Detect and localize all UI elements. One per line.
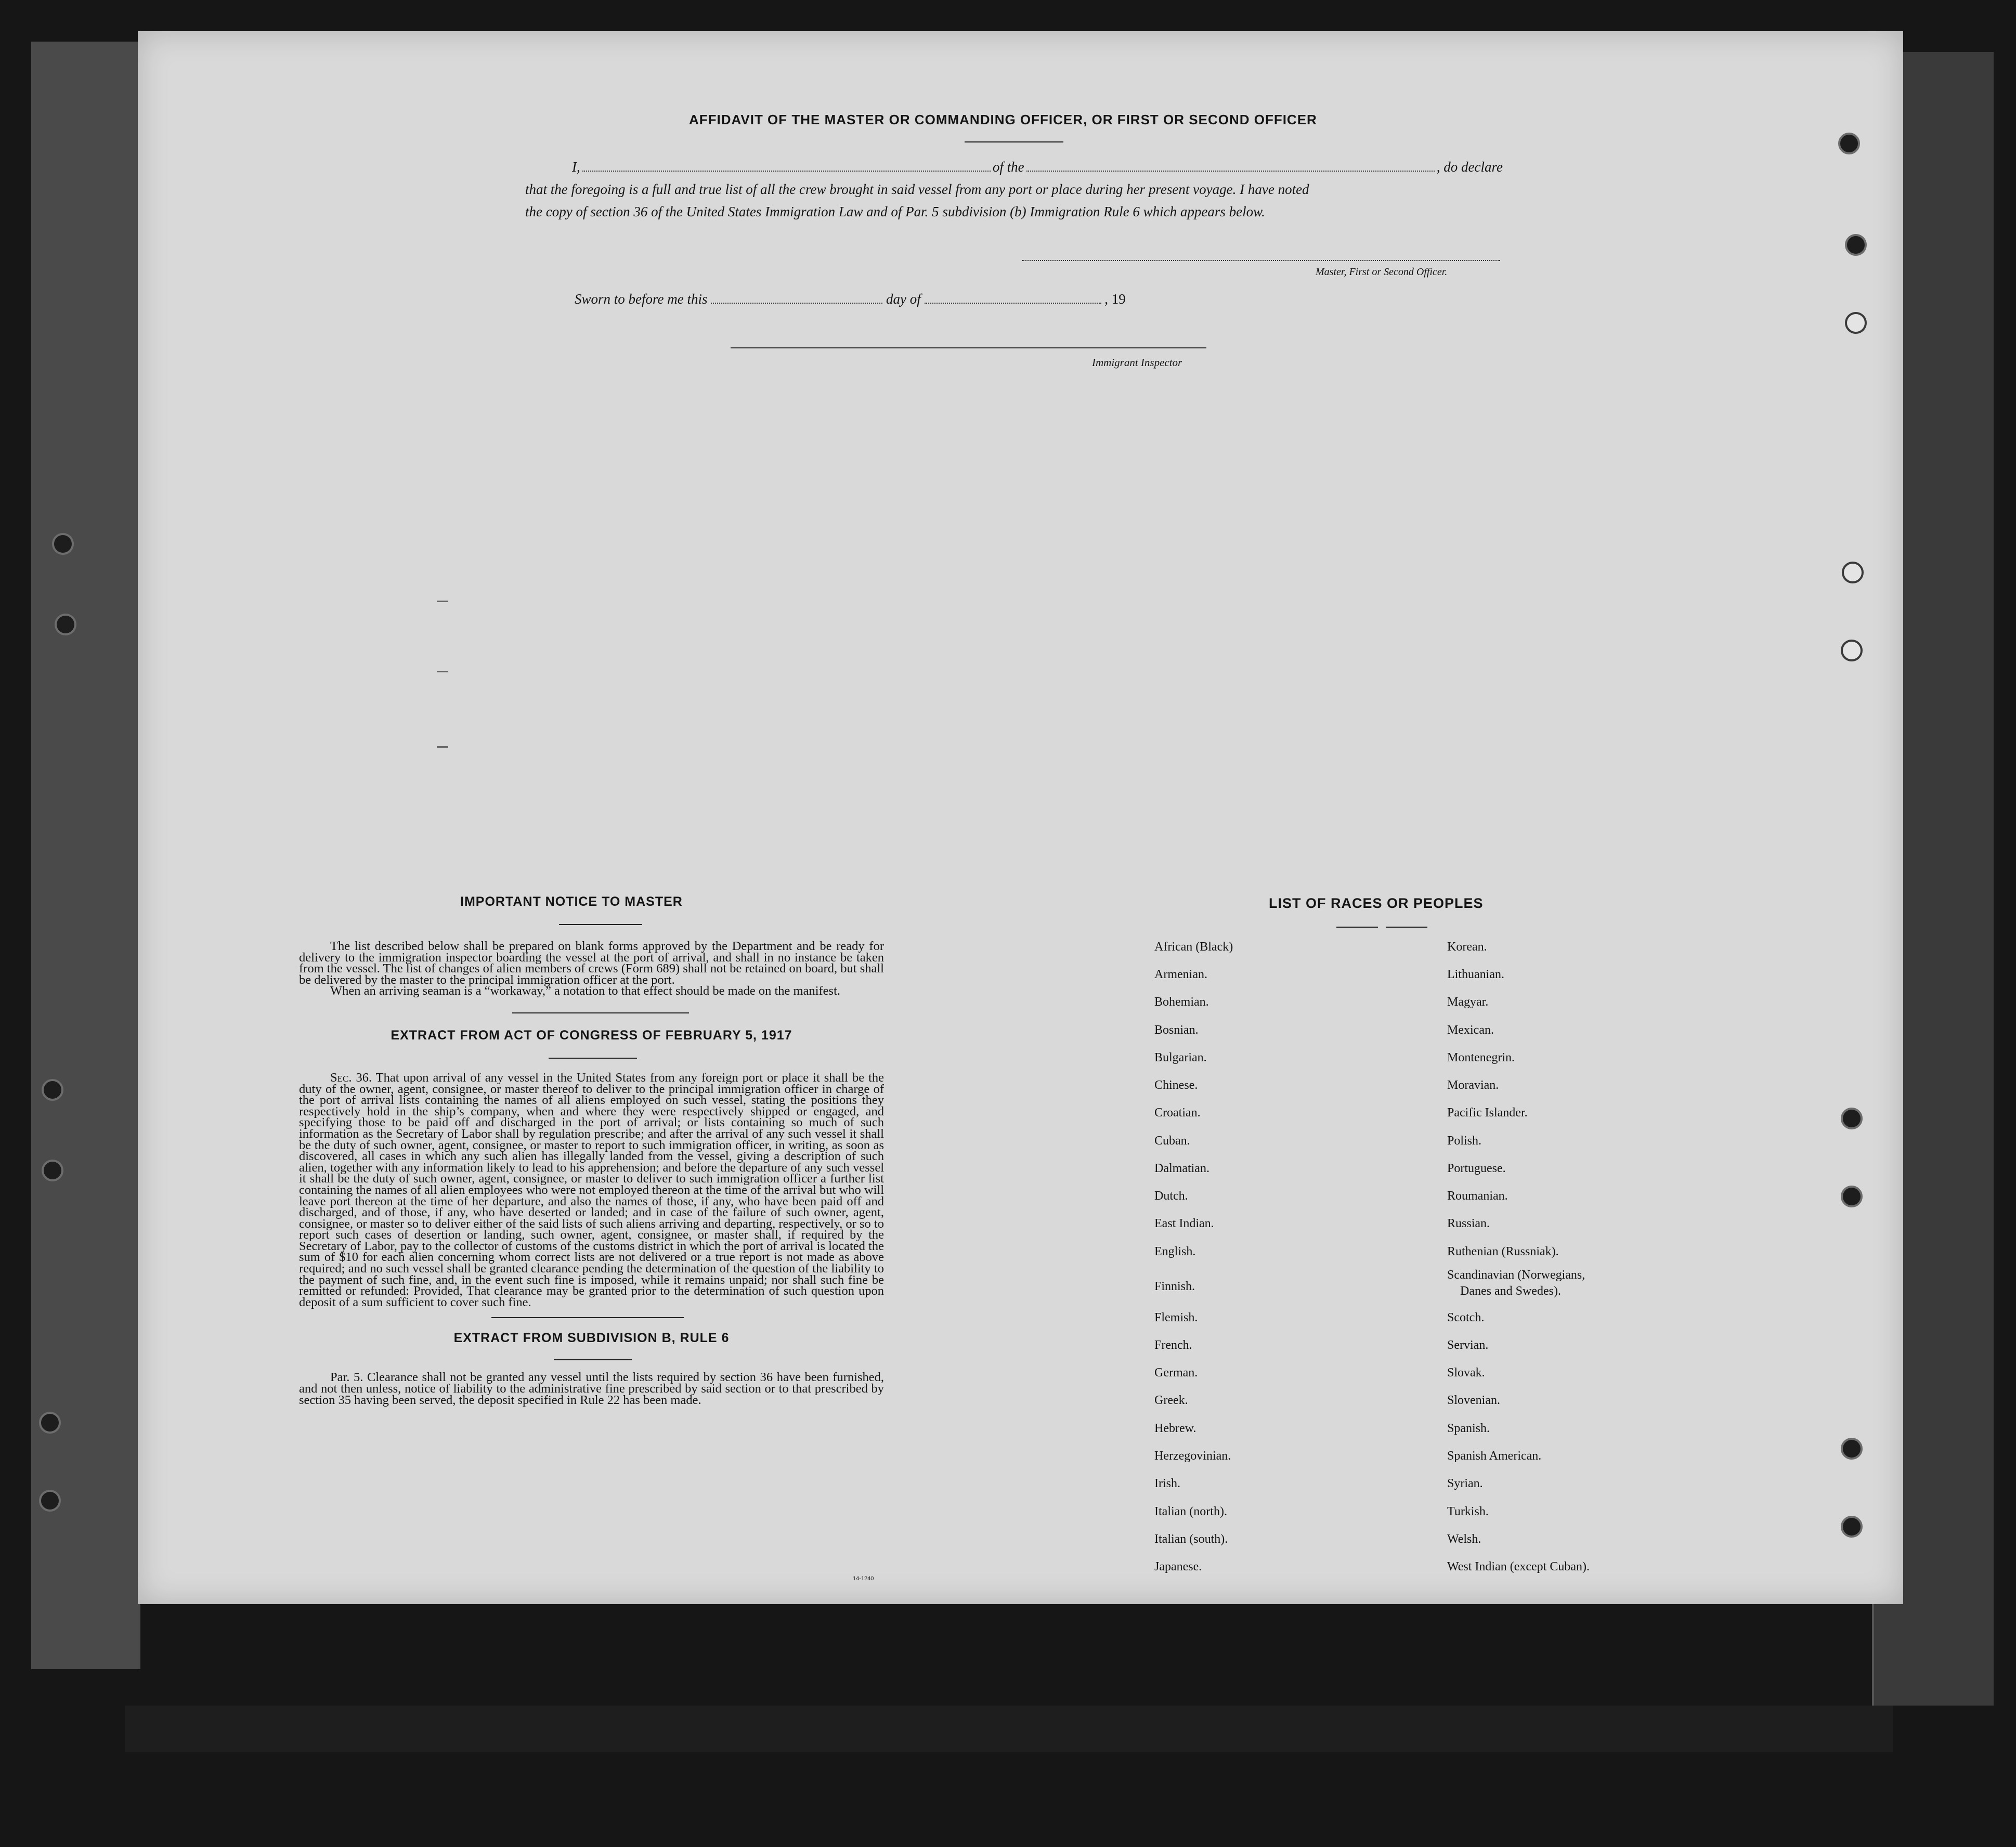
master-signature-field[interactable] (1022, 260, 1500, 261)
sworn-day-of: day of (886, 291, 921, 307)
affidavit-i: I, (572, 159, 580, 175)
race-item: Cuban. (1154, 1134, 1190, 1148)
notice-column (299, 894, 884, 1406)
race-item: Russian. (1447, 1217, 1490, 1230)
race-item: Italian (south). (1154, 1532, 1228, 1546)
binder-hole (39, 1490, 61, 1512)
act-body (299, 1072, 884, 1308)
race-item: Montenegrin. (1447, 1051, 1515, 1064)
divider (512, 1012, 689, 1013)
race-item: Dutch. (1154, 1189, 1188, 1203)
binder-hole (1842, 562, 1864, 583)
race-item: Irish. (1154, 1477, 1180, 1490)
race-item: Chinese. (1154, 1078, 1198, 1092)
sworn-text: Sworn to before me this (575, 291, 708, 307)
race-item: Croatian. (1154, 1106, 1201, 1120)
race-item: Welsh. (1447, 1532, 1481, 1546)
master-signature-label: Master, First or Second Officer. (1316, 266, 1448, 278)
race-item: Pacific Islander. (1447, 1106, 1528, 1120)
races-title: LIST OF RACES OR PEOPLES (1269, 895, 1484, 911)
margin-dash (437, 746, 448, 748)
race-item: Lithuanian. (1447, 968, 1504, 981)
binder-hole (1841, 1516, 1863, 1538)
inspector-label: Immigrant Inspector (1092, 356, 1182, 369)
binder-hole (1841, 1108, 1863, 1129)
race-item: Armenian. (1154, 968, 1207, 981)
race-item: German. (1154, 1366, 1198, 1380)
race-item: French. (1154, 1338, 1192, 1352)
sworn-month-field[interactable] (925, 303, 1101, 304)
rule-body: Par. 5. Clearance shall not be granted any vessel until the lists required by section 36 have been furnished, and not then unless, notice of liability to the administrative fine prescribed by said section or to that prescribed by section 35 having been served, the deposit specified in Rule 22 has been made. (299, 1370, 884, 1407)
divider (559, 924, 642, 925)
race-item: Magyar. (1447, 995, 1489, 1009)
race-item: Spanish. (1447, 1422, 1490, 1435)
margin-dash (437, 601, 448, 602)
sworn-line (575, 291, 1126, 307)
race-item: Spanish American. (1447, 1449, 1542, 1463)
race-item: Polish. (1447, 1134, 1482, 1148)
binder-hole (1841, 640, 1863, 661)
sworn-year: , 19 (1104, 291, 1126, 307)
race-item: Turkish. (1447, 1505, 1489, 1518)
binder-hole (42, 1160, 63, 1181)
race-item: Servian. (1447, 1338, 1489, 1352)
vessel-field[interactable] (1026, 157, 1435, 172)
binder-hole (55, 614, 76, 635)
inspector-signature-field[interactable] (731, 347, 1206, 348)
divider (554, 1359, 632, 1360)
race-item: English. (1154, 1245, 1196, 1258)
divider (1386, 927, 1427, 928)
race-item: West Indian (except Cuban). (1447, 1560, 1590, 1573)
binder-hole (1845, 312, 1867, 334)
notice-title: IMPORTANT NOTICE TO MASTER (460, 894, 683, 909)
race-item: African (Black) (1154, 940, 1233, 954)
affidavit-line-2: that the foregoing is a full and true list of all the crew brought in said vessel from any port or place during her present voyage. I have noted (525, 181, 1309, 197)
margin-dash (437, 671, 448, 672)
race-item: Syrian. (1447, 1477, 1483, 1490)
race-item: Bosnian. (1154, 1023, 1199, 1037)
binder-hole (42, 1079, 63, 1101)
race-item: Italian (north). (1154, 1505, 1227, 1518)
binder-hole (1841, 1186, 1863, 1207)
race-item: Slovak. (1447, 1366, 1485, 1380)
act-section-label: Sec. 36. (330, 1070, 372, 1085)
race-item: Moravian. (1447, 1078, 1499, 1092)
race-item: Bulgarian. (1154, 1051, 1207, 1064)
notice-paragraph-2: When an arriving seaman is a “workaway,” a notation to that effect should be made on the manifest. (330, 984, 841, 998)
race-item: Scandinavian (Norwegians, (1447, 1268, 1585, 1282)
race-item: Slovenian. (1447, 1394, 1500, 1407)
race-item: Greek. (1154, 1394, 1188, 1407)
race-item: Hebrew. (1154, 1422, 1196, 1435)
race-item: Portuguese. (1447, 1162, 1506, 1175)
binder-hole (39, 1412, 61, 1434)
notice-paragraph-1: The list described below shall be prepared on blank forms approved by the Department and be ready for delivery to the immigration inspector boarding the vessel at the port of arrival, and shall in no instance be taken from the vessel. The list of changes of alien members of crews (Form 689) shall not be retained on board, but shall be delivered by the master to the principal immigration officer at the port. (299, 939, 884, 987)
form-number: 14-1240 (853, 1576, 874, 1582)
affidavit-body (525, 156, 1503, 223)
race-item: Roumanian. (1447, 1189, 1508, 1203)
race-item: Mexican. (1447, 1023, 1494, 1037)
sworn-day-field[interactable] (711, 303, 882, 304)
rule-title: EXTRACT FROM SUBDIVISION B, RULE 6 (453, 1331, 730, 1346)
race-item: Japanese. (1154, 1560, 1202, 1573)
race-item: Ruthenian (Russniak). (1447, 1245, 1559, 1258)
race-item: East Indian. (1154, 1217, 1214, 1230)
race-item: Flemish. (1154, 1311, 1198, 1324)
binder-hole (52, 533, 74, 555)
race-item: Dalmatian. (1154, 1162, 1209, 1175)
affidavit-of-the: of the (992, 159, 1024, 175)
race-item: Bohemian. (1154, 995, 1209, 1009)
race-item: Scotch. (1447, 1311, 1485, 1324)
scan-border (125, 1706, 1893, 1752)
binder-hole (1841, 1438, 1863, 1460)
race-item: Herzegovinian. (1154, 1449, 1231, 1463)
race-item-scand-line-2: Danes and Swedes). (1460, 1284, 1561, 1298)
divider (491, 1317, 684, 1318)
race-item: Finnish. (1154, 1280, 1195, 1293)
affidavit-title: AFFIDAVIT OF THE MASTER OR COMMANDING OFFICER, OR FIRST OR SECOND OFFICER (689, 112, 1317, 127)
affidavit-line-3: the copy of section 36 of the United States Immigration Law and of Par. 5 subdivision (b) Immigration Rule 6 which appears below. (525, 204, 1265, 219)
divider (1336, 927, 1378, 928)
name-field[interactable] (582, 157, 991, 172)
binder-hole (1838, 133, 1860, 154)
affidavit-line-1 (525, 156, 1503, 178)
act-text: That upon arrival of any vessel in the United States from any foreign port or place it shall be the duty of the owner, agent, consignee, or master thereof to deliver to the principal immigration officer in charge of the port of arrival lists containing the names of all aliens employed on such vessel, stating the positions they respectively hold in the ship’s company, when and where they were respectively shipped or engaged, and specifying those to be paid off and discharged in the port of arrival; or lists containing so much of such information as the Secretary of Labor shall by regulation prescribe; and after the arrival of any such vessel it shall be the duty of such owner, agent, consignee, or master to report to such immigration officer, in writing, as soon as discovered, all cases in which any such alien has illegally landed from the vessel, giving a description of such alien, together with any information likely to lead to his apprehension; and before the departure of any such vessel it shall be the duty of such owner, agent, consignee, or master to deliver to such immigration officer a further list containing the names of all alien employees who were not employed thereon at the time of the arrival but who will leave port thereon at the time of her departure, and also the names of those, if any, who have been paid off and discharged, and of those, if any, who have deserted or landed; and in case of the failure of such owner, agent, consignee, or master so to deliver either of the said lists of such aliens arriving and departing, respectively, or so to report such cases of desertion or landing, such owner, agent, consignee, or master shall, if required by the Secretary of Labor, pay to the collector of customs of the customs district in which the port of arrival is located the sum of $10 for each alien concerning whom correct lists are not delivered or a true report is not made as above required; and no such vessel shall be granted clearance pending the determination of the question of the liability to the payment of such fine, and, in the event such fine is imposed, while it remains unpaid; nor shall such fine be remitted or refunded: Provided, That clearance may be granted prior to the determination of such question upon deposit of a sum sufficient to cover such fine. (299, 1070, 884, 1309)
race-item: Korean. (1447, 940, 1487, 954)
act-title: EXTRACT FROM ACT OF CONGRESS OF FEBRUARY 5, 1917 (391, 1027, 792, 1043)
binder-hole (1845, 234, 1867, 256)
affidavit-declare: , do declare (1436, 159, 1503, 175)
divider (549, 1058, 637, 1059)
divider (965, 141, 1063, 142)
